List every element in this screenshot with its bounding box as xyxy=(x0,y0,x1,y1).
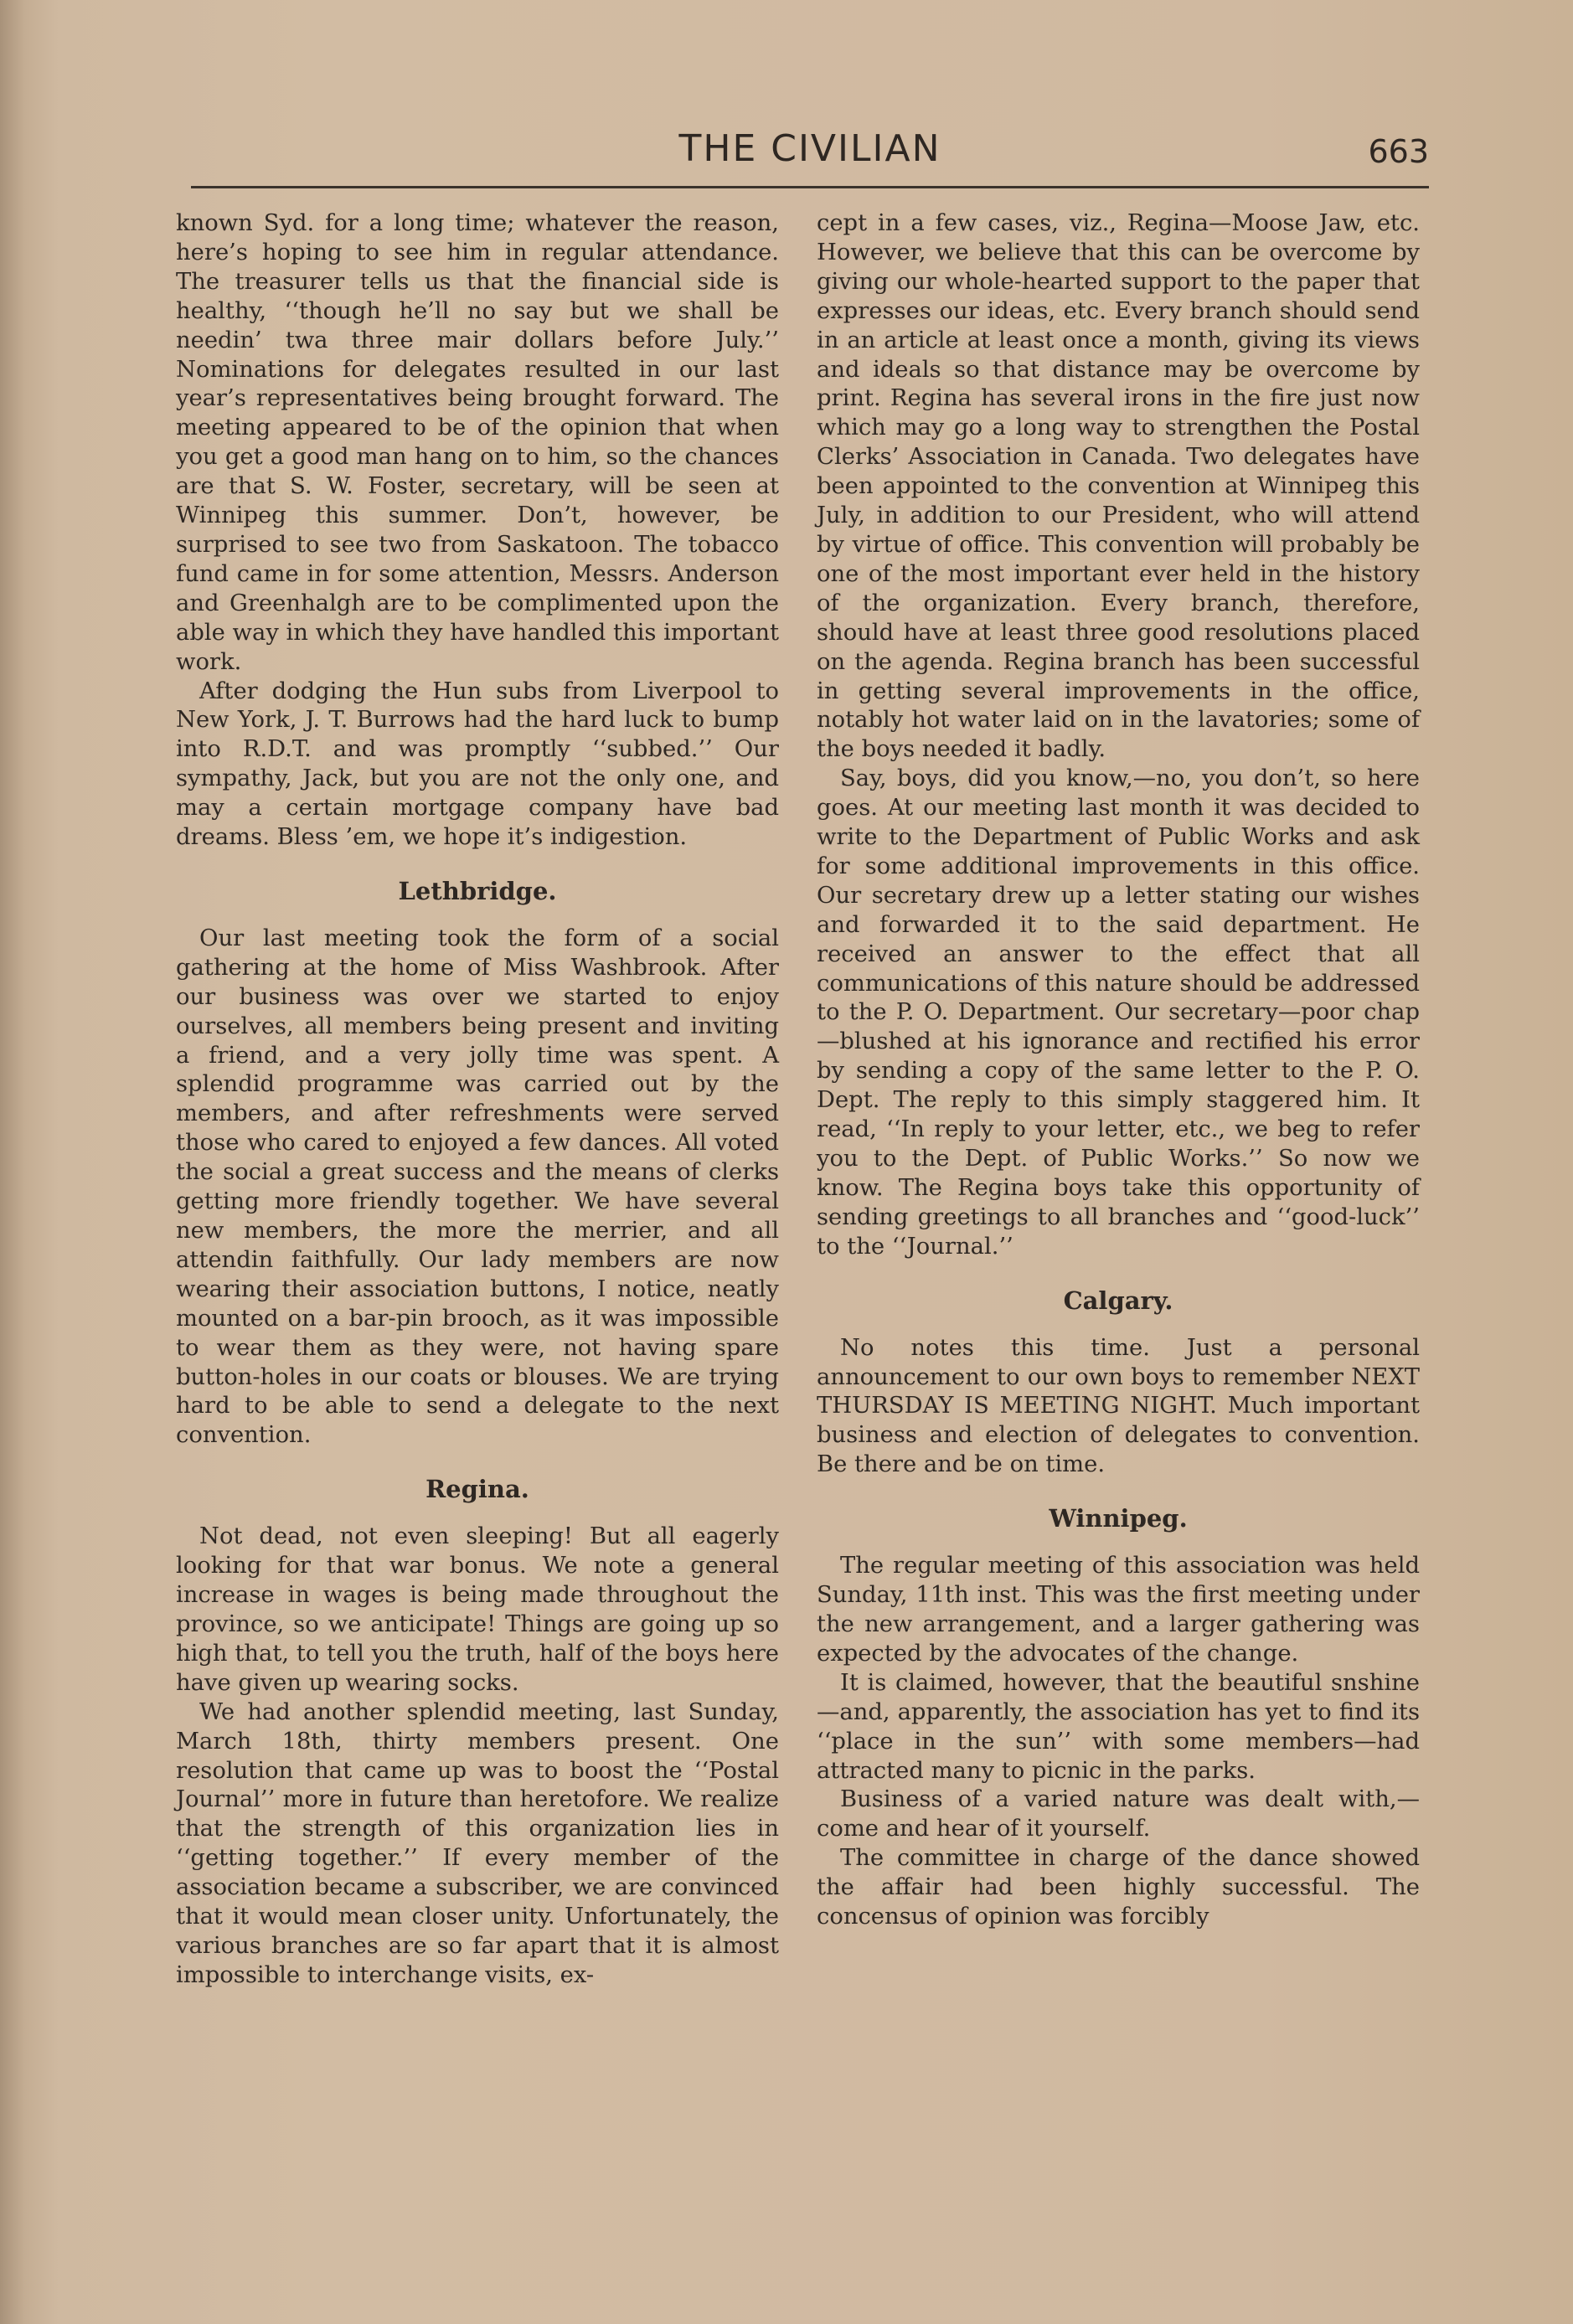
article-paragraph: known Syd. for a long time; whatever the reason, here’s hoping to see him in regular attendance. The treasurer tells us that the financial side is healthy, ‘‘though he’ll no say but we shall be needin’ twa three mair dollars before July.’’ Nominations for delegates resulted in our last year’s representatives being brought forward. The meeting appeared to be of the opinion that when you get a good man hang on to him, so the chances are that S. W. Foster, secretary, will be seen at Winnipeg this summer. Don’t, however, be surprised to see two from Saskatoon. The tobacco fund came in for some attention, Messrs. Anderson and Greenhalgh are to be complimented upon the able way in which they have handled this important work. xyxy=(176,210,779,675)
left-column xyxy=(176,209,779,1991)
page-number: 663 xyxy=(1368,133,1429,170)
page-header xyxy=(191,126,1429,188)
section-heading-winnipeg: Winnipeg. xyxy=(1049,1504,1188,1533)
publication-title: THE CIVILIAN xyxy=(678,127,941,170)
article-paragraph: It is claimed, however, that the beautiful snshine—and, apparently, the association has yet to find its ‘‘place in the sun’’ with some members—had attracted many to picnic in the parks. xyxy=(817,1669,1420,1784)
article-paragraph: Say, boys, did you know,—no, you don’t, so here goes. At our meeting last month it was decided to write to the Department of Public Works and ask for some additional improvements in this office. Our secretary drew up a letter stating our wishes and forwarded it to the said department. He received an answer to the effect that all communications of this nature should be addressed to the P. O. Department. Our secretary—poor chap—blushed at his ignorance and rectified his error by sending a copy of the same letter to the P. O. Dept. The reply to this simply staggered him. It read, ‘‘In reply to your letter, etc., we beg to refer you to the Dept. of Public Works.’’ So now we know. The Regina boys take this opportunity of sending greetings to all branches and ‘‘good-luck’’ to the ‘‘Journal.’’ xyxy=(817,765,1420,1260)
article-paragraph: The committee in charge of the dance showed the affair had been highly successful. The concensus of opinion was forcibly xyxy=(817,1845,1420,1930)
article-paragraph: Our last meeting took the form of a social gathering at the home of Miss Washbrook. After our business was over we started to enjoy ourselves, all members being present and inviting a friend, and a very jolly time was spent. A splendid programme was carried out by the members, and after refreshments were served those who cared to enjoyed a few dances. All voted the social a great success and the means of clerks getting more friendly together. We have several new members, the more the merrier, and all attendin faithfully. Our lady members are now wearing their association buttons, I notice, neatly mounted on a bar-pin brooch, as it was impossible to wear them as they were, not having spare button-holes in our coats or blouses. We are trying hard to be able to send a delegate to the next convention. xyxy=(176,925,779,1449)
section-heading-calgary: Calgary. xyxy=(1063,1286,1173,1315)
article-paragraph: After dodging the Hun subs from Liverpool to New York, J. T. Burrows had the hard luck to bump into R.D.T. and was promptly ‘‘subbed.’’ Our sympathy, Jack, but you are not the only one, and may a certain mortgage company have bad dreams. Bless ’em, we hope it’s indigestion. xyxy=(176,678,779,851)
section-heading-lethbridge: Lethbridge. xyxy=(398,876,557,905)
article-paragraph: No notes this time. Just a personal announcement to our own boys to remember NEXT THURSDAY IS MEETING NIGHT. Much important business and election of delegates to convention. Be there and be on time. xyxy=(817,1334,1420,1478)
article-paragraph: The regular meeting of this association was held Sunday, 11th inst. This was the first meeting under the new arrangement, and a larger gathering was expected by the advocates of the change. xyxy=(817,1553,1420,1667)
section-heading-regina: Regina. xyxy=(425,1475,529,1504)
right-column xyxy=(817,209,1420,1932)
article-paragraph: cept in a few cases, viz., Regina—Moose Jaw, etc. However, we believe that this can be overcome by giving our whole-hearted support to the paper that expresses our ideas, etc. Every branch should send in an article at least once a month, giving its views and ideals so that distance may be overcome by print. Regina has several irons in the fire just now which may go a long way to strengthen the Postal Clerks’ Association in Canada. Two delegates have been appointed to the convention at Winnipeg this July, in addition to our President, who will attend by virtue of office. This convention will probably be one of the most important ever held in the history of the organization. Every branch, therefore, should have at least three good resolutions placed on the agenda. Regina branch has been successful in getting several improvements in the office, notably hot water laid on in the lavatories; some of the boys needed it badly. xyxy=(817,210,1420,763)
article-paragraph: Not dead, not even sleeping! But all eagerly looking for that war bonus. We note a general increase in wages is being made throughout the province, so we anticipate! Things are going up so high that, to tell you the truth, half of the boys here have given up wearing socks. xyxy=(176,1523,779,1696)
article-paragraph: Business of a varied nature was dealt with,—come and hear of it yourself. xyxy=(817,1786,1420,1842)
article-paragraph: We had another splendid meeting, last Sunday, March 18th, thirty members present. One resolution that came up was to boost the ‘‘Postal Journal’’ more in future than heretofore. We realize that the strength of this organization lies in ‘‘getting together.’’ If every member of the association became a subscriber, we are convinced that it would mean closer unity. Unfortunately, the various branches are so far apart that it is almost impossible to interchange visits, ex- xyxy=(176,1698,779,1988)
